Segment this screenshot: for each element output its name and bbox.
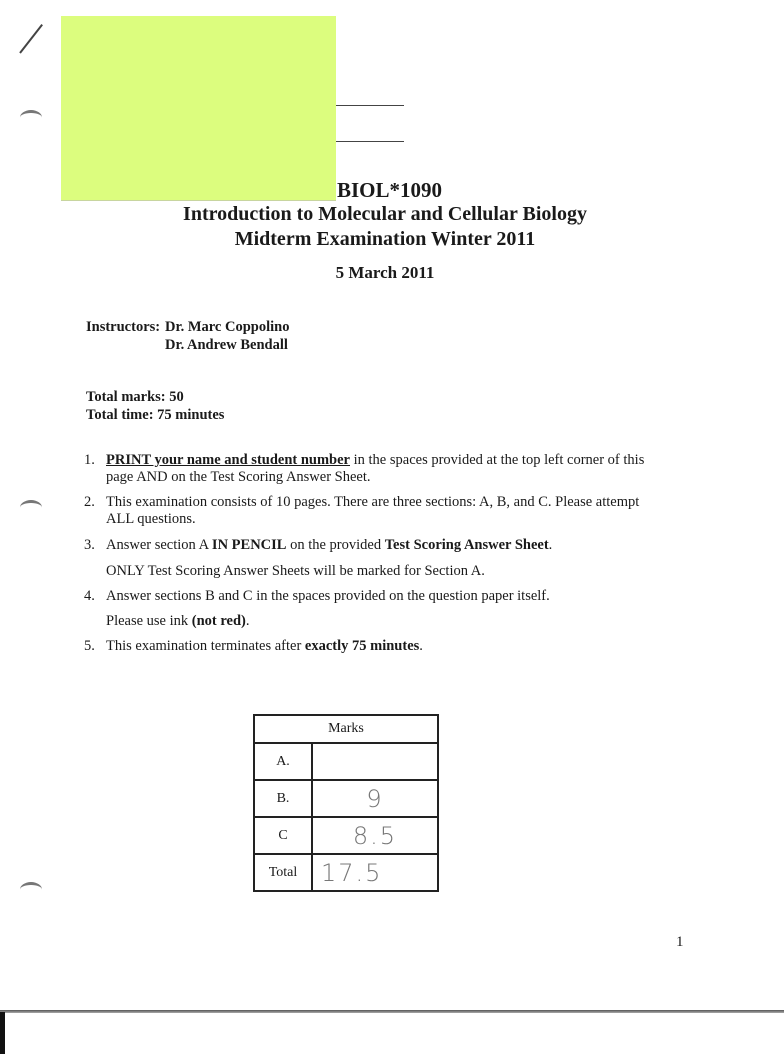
- total-mark: 17.5: [312, 854, 438, 891]
- scan-border: [0, 1012, 5, 1054]
- table-row: [254, 743, 438, 780]
- table-row: [254, 817, 438, 854]
- binder-hole-bottom: [20, 882, 42, 897]
- instruction-text: Answer section A: [106, 537, 212, 553]
- instruction-number: 3.: [84, 537, 95, 553]
- instruction-text: on the provided: [286, 537, 385, 553]
- instruction-emphasis: PRINT your name and student number: [106, 452, 350, 468]
- instruction-text: .: [419, 638, 423, 654]
- course-code: BIOL*1090: [337, 178, 443, 202]
- section-label: Total: [254, 854, 312, 891]
- instruction-text: This examination terminates after: [106, 638, 305, 654]
- section-label: B.: [254, 780, 312, 817]
- exam-title: Midterm Examination Winter 2011: [234, 228, 536, 250]
- instruction-text: in the spaces provided at the top left corner of this: [350, 452, 645, 468]
- instruction-3-line2: ONLY Test Scoring Answer Sheets will be marked for Section A.: [106, 563, 485, 579]
- instruction-1: [106, 452, 644, 469]
- instruction-1-line2: page AND on the Test Scoring Answer Sheet.: [106, 469, 371, 485]
- name-blank-line: [336, 105, 404, 106]
- instruction-3: [106, 537, 552, 554]
- instruction-text: .: [245, 613, 250, 629]
- instruction-number: 4.: [84, 588, 95, 604]
- sticky-note: [61, 16, 336, 200]
- instruction-number: 2.: [84, 494, 95, 510]
- table-row: [254, 854, 438, 891]
- instruction-number: 5.: [84, 638, 95, 654]
- instruction-5: [106, 638, 423, 655]
- total-time: Total time: 75 minutes: [86, 407, 225, 423]
- instruction-text: Please use ink: [106, 613, 192, 629]
- exam-date: 5 March 2011: [335, 263, 435, 282]
- instruction-2-line2: ALL questions.: [106, 511, 196, 527]
- instruction-emphasis: (not red): [191, 613, 246, 629]
- section-mark: [312, 743, 438, 780]
- instruction-4: Answer sections B and C in the spaces provided on the question paper itself.: [106, 588, 550, 604]
- instruction-2: This examination consists of 10 pages. There are three sections: A, B, and C. Please attempt: [106, 494, 640, 510]
- section-label: A.: [254, 743, 312, 780]
- instruction-text: .: [548, 537, 553, 553]
- marks-table: [253, 714, 439, 892]
- instruction-emphasis: exactly 75 minutes: [304, 638, 420, 654]
- page-edge: [0, 1010, 784, 1013]
- total-marks: Total marks: 50: [86, 389, 184, 405]
- binder-hole-middle: [20, 500, 42, 515]
- instructor-name: Dr. Andrew Bendall: [165, 337, 288, 353]
- section-mark: 9: [312, 780, 438, 817]
- student-number-blank-line: [336, 141, 404, 142]
- section-label: C: [254, 817, 312, 854]
- instruction-number: 1.: [84, 452, 95, 468]
- section-mark: 8.5: [312, 817, 438, 854]
- instruction-emphasis: IN PENCIL: [211, 537, 287, 553]
- marks-table-header: Marks: [254, 715, 438, 743]
- pen-mark: [19, 24, 43, 54]
- instruction-emphasis: Test Scoring Answer Sheet: [384, 537, 549, 553]
- course-title: Introduction to Molecular and Cellular Biology: [183, 203, 587, 225]
- instructors-label: Instructors:: [86, 319, 161, 335]
- instructor-name: Dr. Marc Coppolino: [165, 319, 290, 335]
- table-row: [254, 780, 438, 817]
- page-number: 1: [676, 934, 684, 950]
- instructions-list: [84, 452, 704, 672]
- binder-hole-top: [20, 110, 42, 125]
- instruction-4-line2: [106, 613, 250, 630]
